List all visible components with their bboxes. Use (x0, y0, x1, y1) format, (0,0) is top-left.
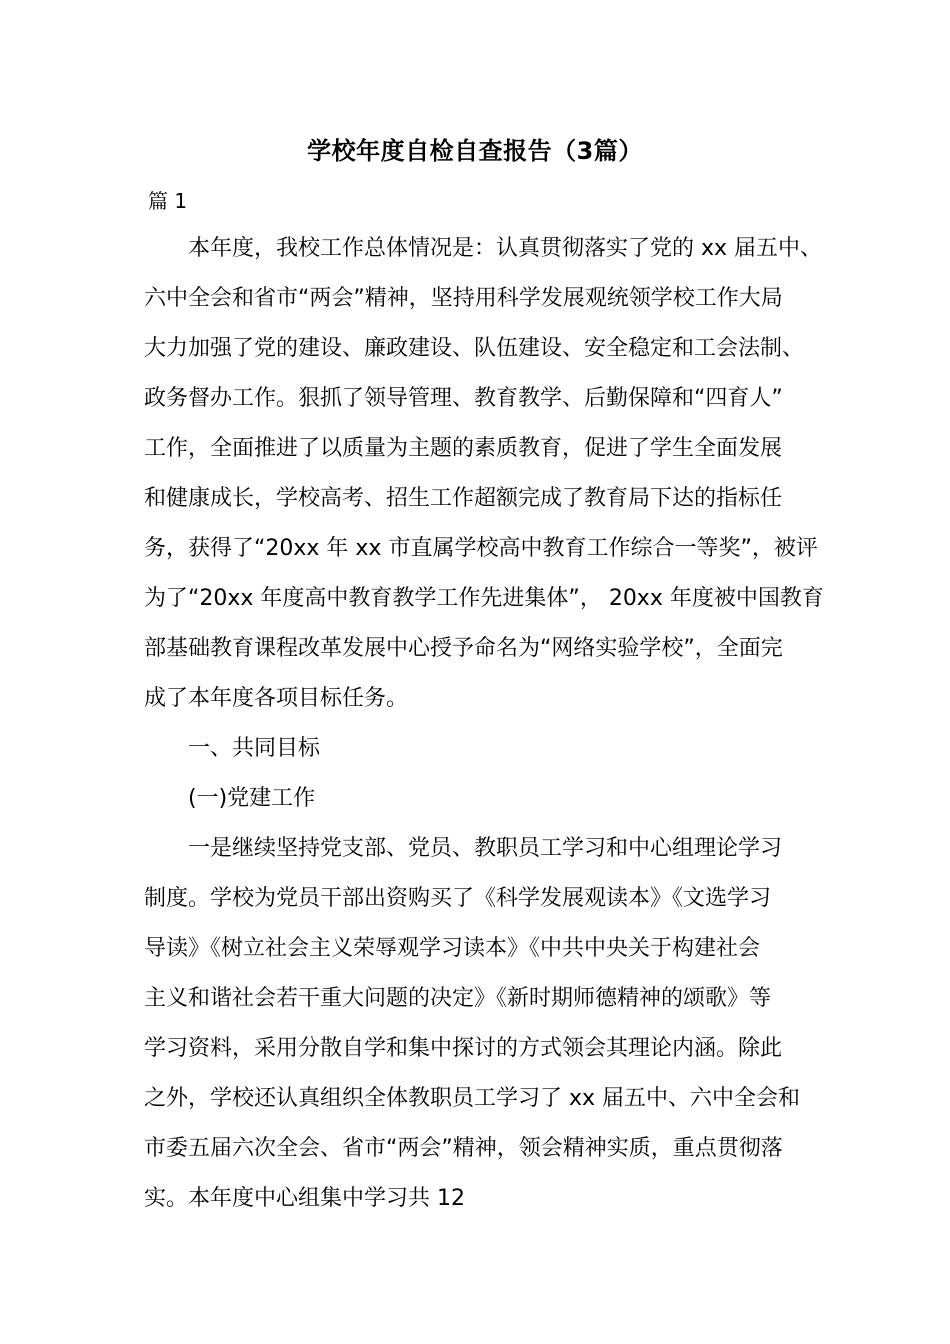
subheading-line: (一)党建工作 (144, 786, 316, 811)
body-line: 为了“20xx 年度高中教育教学工作先进集体”， 20xx 年度被中国教育 (144, 586, 824, 611)
body-line: 六中全会和省市“两会”精神，坚持用科学发展观统领学校工作大局 (144, 286, 783, 311)
body-line: 导读》《树立社会主义荣辱观学习读本》《中共中央关于构建社会 (144, 936, 761, 961)
body-line: 部基础教育课程改革发展中心授予命名为“网络实验学校”，全面完 (144, 636, 783, 661)
body-line: 市委五届六次全会、省市“两会”精神，领会精神实质，重点贯彻落 (144, 1136, 783, 1161)
body-line: 务，获得了“20xx 年 xx 市直属学校高中教育工作综合一等奖”，被评 (144, 536, 818, 561)
section-label: 篇 1 (148, 189, 188, 213)
body-line: 政务督办工作。狠抓了领导管理、教育教学、后勤保障和“四育人” (144, 386, 783, 411)
document-title: 学校年度自检自查报告（3篇） (307, 137, 643, 165)
body-line: 实。本年度中心组集中学习共 12 (144, 1186, 465, 1211)
heading-line: 一、共同目标 (144, 736, 321, 761)
body-line: 本年度，我校工作总体情况是：认真贯彻落实了党的 xx 届五中、 (144, 236, 823, 261)
body-line: 学习资料，采用分散自学和集中探讨的方式领会其理论内涵。除此 (144, 1036, 783, 1061)
body-line: 制度。学校为党员干部出资购买了《科学发展观读本》《文选学习 (144, 886, 772, 911)
body-line: 和健康成长，学校高考、招生工作超额完成了教育局下达的指标任 (144, 486, 783, 511)
body-line: 大力加强了党的建设、廉政建设、队伍建设、安全稳定和工会法制、 (144, 336, 805, 361)
body-line: 之外，学校还认真组织全体教职员工学习了 xx 届五中、六中全会和 (144, 1086, 801, 1111)
body-line: 主义和谐社会若干重大问题的决定》《新时期师德精神的颂歌》等 (144, 986, 772, 1011)
body-line: 工作，全面推进了以质量为主题的素质教育，促进了学生全面发展 (144, 436, 783, 461)
body-line: 一是继续坚持党支部、党员、教职员工学习和中心组理论学习 (144, 836, 783, 861)
body-line: 成了本年度各项目标任务。 (144, 686, 409, 711)
